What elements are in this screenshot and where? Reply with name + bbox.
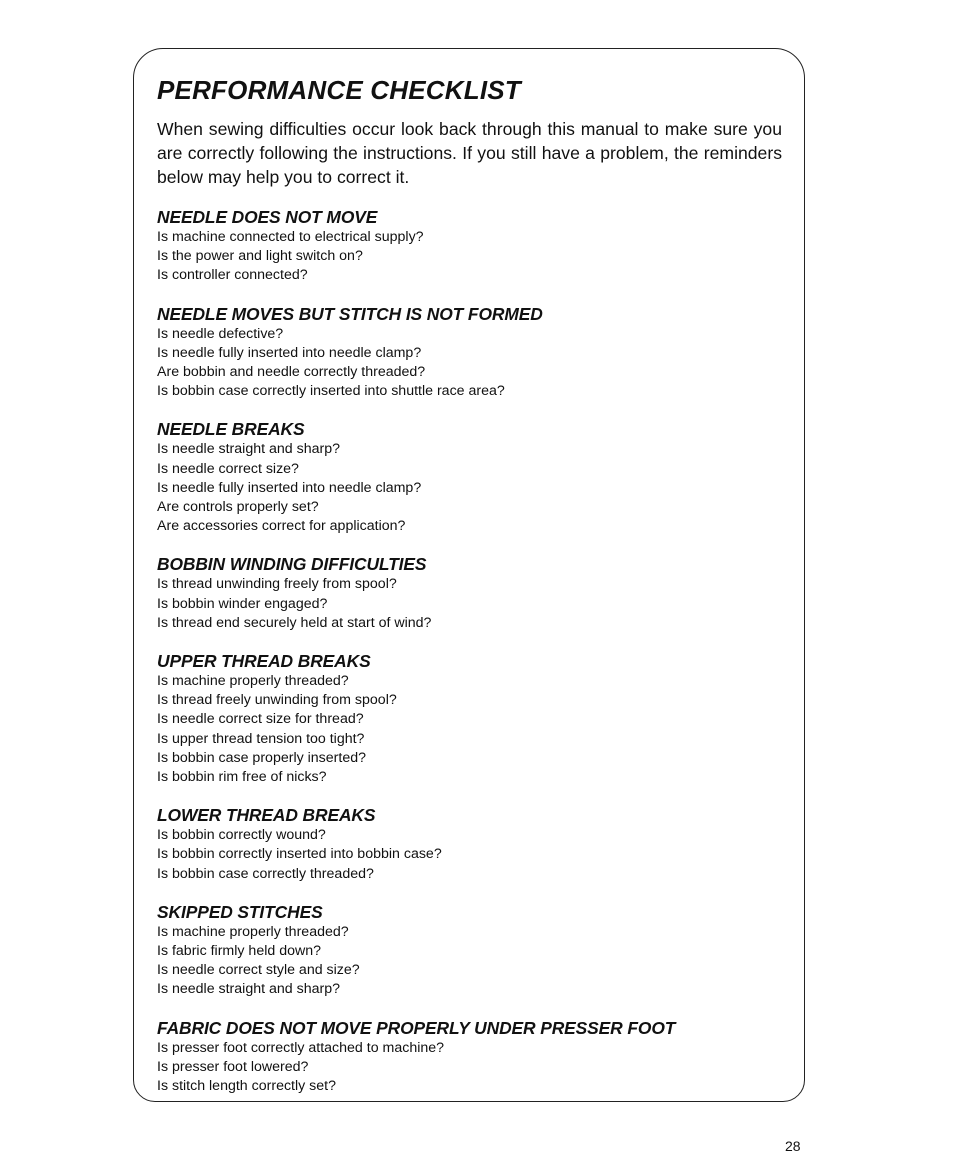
section-lower-thread-breaks: [157, 804, 787, 884]
checklist-item: Is needle correct size?: [157, 460, 299, 477]
checklist-item: Is thread freely unwinding from spool?: [157, 692, 397, 709]
intro-paragraph: When sewing difficulties occur look back through this manual to make sure you are correctly following the instructions. If you still have a problem, the reminders below may help you to correct it.: [157, 119, 782, 187]
checklist-content: [157, 72, 787, 1096]
checklist-item: Is thread end securely held at start of wind?: [157, 614, 432, 631]
checklist-item: Is upper thread tension too tight?: [157, 730, 365, 747]
checklist-item: Is bobbin rim free of nicks?: [157, 769, 327, 786]
checklist-item: Is fabric firmly held down?: [157, 943, 322, 960]
section-heading: NEEDLE BREAKS: [157, 419, 305, 440]
checklist-item: Is presser foot correctly attached to machine?: [157, 1039, 445, 1056]
section-fabric-does-not-move: [157, 1017, 787, 1097]
checklist-item: Are bobbin and needle correctly threaded?: [157, 364, 426, 381]
checklist-item: Is bobbin case correctly threaded?: [157, 865, 374, 882]
page-title: PERFORMANCE CHECKLIST: [157, 75, 521, 105]
checklist-item: Is bobbin correctly wound?: [157, 827, 326, 844]
checklist-item: Are controls properly set?: [157, 499, 319, 516]
section-heading: LOWER THREAD BREAKS: [157, 805, 376, 826]
checklist-item: Is needle fully inserted into needle clamp?: [157, 344, 422, 361]
section-needle-breaks: [157, 418, 787, 536]
checklist-item: Is the power and light switch on?: [157, 248, 363, 265]
checklist-item: Is machine properly threaded?: [157, 673, 349, 690]
section-skipped-stitches: [157, 901, 787, 1000]
section-bobbin-winding-difficulties: [157, 553, 787, 633]
section-heading: FABRIC DOES NOT MOVE PROPERLY UNDER PRESSER FOOT: [157, 1017, 676, 1038]
section-heading: SKIPPED STITCHES: [157, 901, 323, 922]
checklist-item: Is machine properly threaded?: [157, 923, 349, 940]
checklist-item: Is bobbin winder engaged?: [157, 595, 328, 612]
section-heading: BOBBIN WINDING DIFFICULTIES: [157, 554, 427, 575]
section-needle-moves-but-stitch-not-formed: [157, 303, 787, 402]
checklist-item: Is stitch length correctly set?: [157, 1078, 336, 1095]
checklist-item: Are accessories correct for application?: [157, 518, 406, 535]
checklist-item: Is needle defective?: [157, 325, 284, 342]
checklist-item: Is needle correct style and size?: [157, 962, 360, 979]
checklist-item: Is bobbin case correctly inserted into shuttle race area?: [157, 383, 505, 400]
section-heading: NEEDLE DOES NOT MOVE: [157, 207, 378, 227]
checklist-item: Is bobbin correctly inserted into bobbin case?: [157, 846, 442, 863]
page-number: 28: [785, 1138, 801, 1154]
section-heading: NEEDLE MOVES BUT STITCH IS NOT FORMED: [157, 303, 543, 324]
section-upper-thread-breaks: [157, 650, 787, 787]
checklist-item: Is needle correct size for thread?: [157, 711, 364, 728]
checklist-item: Is needle straight and sharp?: [157, 441, 340, 458]
section-needle-does-not-move: [157, 206, 787, 286]
checklist-item: Is needle straight and sharp?: [157, 981, 340, 998]
checklist-item: Is bobbin case properly inserted?: [157, 749, 366, 766]
checklist-item: Is machine connected to electrical supply?: [157, 229, 424, 245]
checklist-item: Is presser foot lowered?: [157, 1058, 309, 1075]
checklist-item: Is needle fully inserted into needle clamp?: [157, 479, 422, 496]
checklist-item: Is controller connected?: [157, 267, 308, 284]
checklist-item: Is thread unwinding freely from spool?: [157, 576, 397, 593]
section-heading: UPPER THREAD BREAKS: [157, 651, 371, 672]
